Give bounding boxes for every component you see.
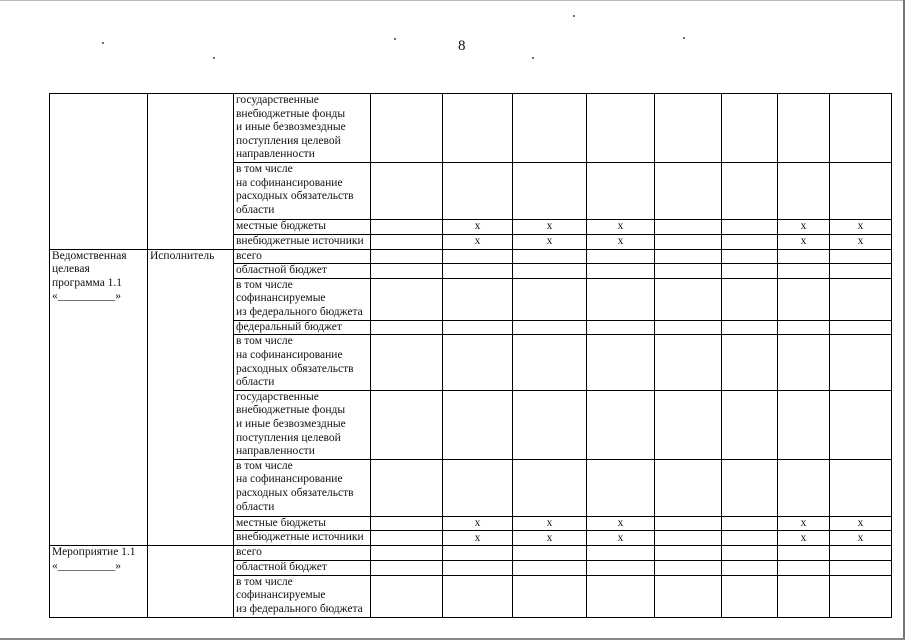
- na-mark: x: [830, 531, 892, 546]
- source-cell: всего: [234, 546, 371, 561]
- scan-border-top: [0, 0, 905, 1]
- source-cell: внебюджетные источники: [234, 531, 371, 546]
- program-cell-continued: [50, 94, 148, 250]
- na-mark: x: [778, 220, 830, 235]
- source-cell: местные бюджеты: [234, 220, 371, 235]
- scan-speck: [102, 42, 104, 44]
- source-cell: областной бюджет: [234, 264, 371, 279]
- source-cell: государственные внебюджетные фонды и иные безвозмездные поступления целевой направленности: [234, 94, 371, 163]
- scan-speck: [573, 15, 575, 17]
- source-cell: внебюджетные источники: [234, 234, 371, 249]
- na-mark: x: [778, 516, 830, 531]
- na-mark: x: [830, 234, 892, 249]
- na-mark: x: [778, 531, 830, 546]
- source-cell: в том числе софинансируемые из федерального бюджета: [234, 575, 371, 617]
- source-cell: в том числе софинансируемые из федерального бюджета: [234, 278, 371, 320]
- scan-speck: [394, 38, 396, 40]
- na-mark: x: [587, 234, 655, 249]
- table-row: [50, 94, 892, 163]
- na-mark: x: [587, 516, 655, 531]
- na-mark: x: [513, 234, 587, 249]
- source-cell: всего: [234, 249, 371, 264]
- na-mark: x: [778, 234, 830, 249]
- executor-cell: Исполнитель: [148, 249, 234, 546]
- na-mark: x: [830, 220, 892, 235]
- na-mark: x: [513, 220, 587, 235]
- na-mark: x: [587, 220, 655, 235]
- na-mark: x: [587, 531, 655, 546]
- source-cell: в том числе на софинансирование расходных обязательств области: [234, 163, 371, 220]
- executor-cell: [148, 546, 234, 617]
- page-number: 8: [458, 38, 466, 54]
- activity-name-cell: Мероприятие 1.1 «__________»: [50, 546, 148, 617]
- scan-speck: [213, 57, 215, 59]
- table-row: [50, 249, 892, 264]
- source-cell: местные бюджеты: [234, 516, 371, 531]
- na-mark: x: [513, 531, 587, 546]
- na-mark: x: [513, 516, 587, 531]
- budget-table: [49, 93, 892, 618]
- na-mark: x: [830, 516, 892, 531]
- source-cell: в том числе на софинансирование расходных обязательств области: [234, 459, 371, 516]
- scan-speck: [532, 57, 534, 59]
- source-cell: государственные внебюджетные фонды и иные безвозмездные поступления целевой направленности: [234, 390, 371, 459]
- na-mark: x: [443, 516, 513, 531]
- executor-cell-continued: [148, 94, 234, 250]
- na-mark: x: [443, 531, 513, 546]
- scan-speck: [683, 37, 685, 39]
- table-row: [50, 546, 892, 561]
- na-mark: x: [443, 234, 513, 249]
- na-mark: x: [443, 220, 513, 235]
- source-cell: в том числе на софинансирование расходных обязательств области: [234, 335, 371, 390]
- program-name-cell: Ведомственная целевая программа 1.1 «__________»: [50, 249, 148, 546]
- source-cell: областной бюджет: [234, 560, 371, 575]
- source-cell: федеральный бюджет: [234, 320, 371, 335]
